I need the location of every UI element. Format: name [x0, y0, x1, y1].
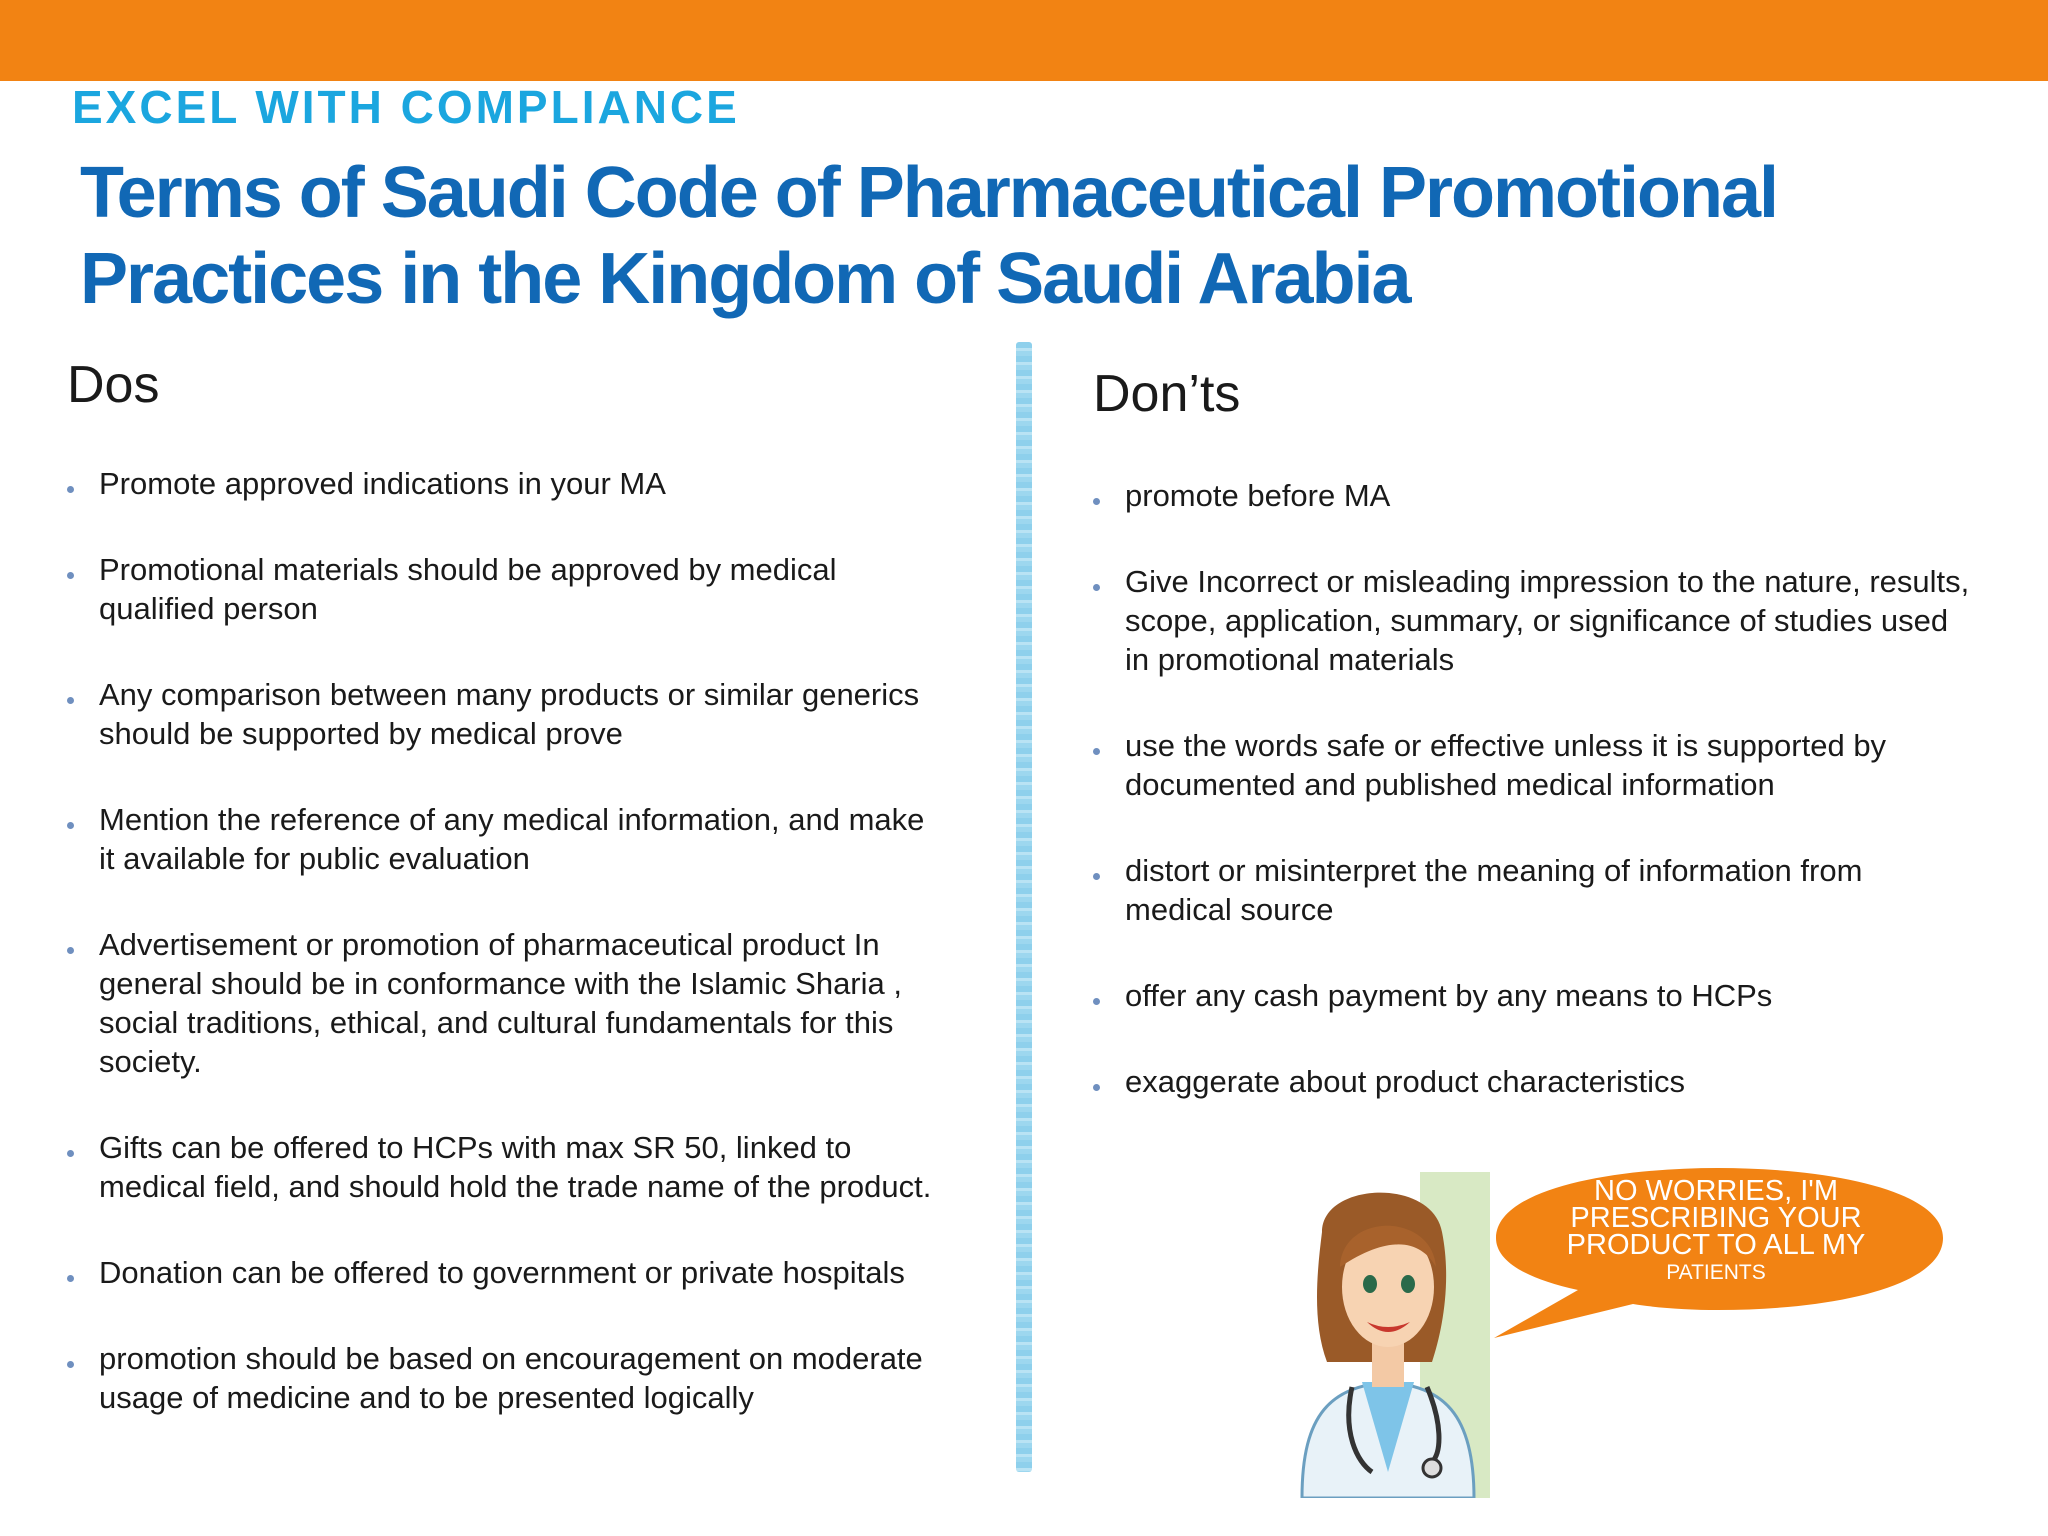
- list-item-line: in promotional materials: [1125, 642, 1455, 677]
- list-item: [99, 675, 999, 753]
- list-item-line: Any comparison between many products or similar generics: [99, 677, 920, 712]
- dos-list: [99, 464, 999, 1464]
- list-item-line: medical source: [1125, 892, 1334, 927]
- bullet-icon: [1093, 584, 1100, 591]
- donts-heading: Don’ts: [1093, 365, 1241, 423]
- list-item-line: society.: [99, 1044, 202, 1079]
- bullet-icon: [67, 486, 74, 493]
- list-item-line: promotion should be based on encouragement on moderate: [99, 1341, 923, 1376]
- list-item: [99, 1339, 999, 1417]
- bullet-icon: [67, 1361, 74, 1368]
- bullet-icon: [67, 572, 74, 579]
- bullet-icon: [67, 697, 74, 704]
- list-item-line: it available for public evaluation: [99, 841, 530, 876]
- list-item-line: Gifts can be offered to HCPs with max SR 50, linked to: [99, 1130, 852, 1165]
- bullet-icon: [1093, 1084, 1100, 1091]
- speech-line: PRODUCT TO ALL MY: [1566, 1229, 1866, 1261]
- bullet-icon: [67, 947, 74, 954]
- list-item: [1125, 562, 2025, 679]
- list-item: [1125, 976, 2025, 1015]
- list-item: [99, 550, 999, 628]
- list-item: [99, 464, 999, 503]
- column-divider: [1016, 342, 1032, 1472]
- list-item: [99, 800, 999, 878]
- list-item-line: social traditions, ethical, and cultural fundamentals for this: [99, 1005, 894, 1040]
- page-title: [80, 150, 1980, 322]
- list-item: [99, 925, 999, 1081]
- list-item-line: offer any cash payment by any means to HCPs: [1125, 978, 1773, 1013]
- list-item: [1125, 851, 2025, 929]
- bullet-icon: [67, 1150, 74, 1157]
- list-item-line: general should be in conformance with the Islamic Sharia ,: [99, 966, 902, 1001]
- speech-bubble-text: [1530, 1175, 1902, 1287]
- bullet-icon: [67, 1275, 74, 1282]
- speech-line: NO WORRIES, I'M: [1594, 1175, 1838, 1207]
- list-item-line: Give Incorrect or misleading impression to the nature, results,: [1125, 564, 1970, 599]
- bullet-icon: [67, 822, 74, 829]
- list-item-line: should be supported by medical prove: [99, 716, 623, 751]
- kicker-heading: EXCEL WITH COMPLIANCE: [72, 81, 740, 133]
- list-item-line: Promotional materials should be approved by medical: [99, 552, 837, 587]
- list-item-line: Mention the reference of any medical information, and make: [99, 802, 925, 837]
- list-item-line: promote before MA: [1125, 478, 1391, 513]
- dos-heading: Dos: [67, 356, 160, 414]
- list-item: [99, 1253, 999, 1292]
- list-item-line: exaggerate about product characteristics: [1125, 1064, 1686, 1099]
- list-item-line: medical field, and should hold the trade name of the product.: [99, 1169, 932, 1204]
- list-item-line: distort or misinterpret the meaning of information from: [1125, 853, 1863, 888]
- bullet-icon: [1093, 748, 1100, 755]
- list-item-line: documented and published medical information: [1125, 767, 1775, 802]
- bullet-icon: [1093, 498, 1100, 505]
- donts-list: [1125, 476, 2025, 1148]
- speech-line: PRESCRIBING YOUR: [1570, 1202, 1862, 1234]
- list-item: [1125, 476, 2025, 515]
- list-item: [1125, 1062, 2025, 1101]
- list-item: [1125, 726, 2025, 804]
- list-item-line: Promote approved indications in your MA: [99, 466, 666, 501]
- page-title-line: Terms of Saudi Code of Pharmaceutical Promotional: [80, 153, 1778, 233]
- list-item-line: Advertisement or promotion of pharmaceutical product In: [99, 927, 880, 962]
- list-item-line: use the words safe or effective unless it is supported by: [1125, 728, 1887, 763]
- bullet-icon: [1093, 873, 1100, 880]
- doctor-illustration: [1282, 1172, 1494, 1498]
- bullet-icon: [1093, 998, 1100, 1005]
- list-item-line: scope, application, summary, or significance of studies used: [1125, 603, 1949, 638]
- list-item-line: qualified person: [99, 591, 318, 626]
- speech-line-small: PATIENTS: [1666, 1261, 1766, 1284]
- list-item-line: usage of medicine and to be presented logically: [99, 1380, 754, 1415]
- page-title-line: Practices in the Kingdom of Saudi Arabia: [80, 239, 1410, 319]
- list-item-line: Donation can be offered to government or private hospitals: [99, 1255, 905, 1290]
- top-accent-bar: [0, 0, 2048, 81]
- list-item: [99, 1128, 999, 1206]
